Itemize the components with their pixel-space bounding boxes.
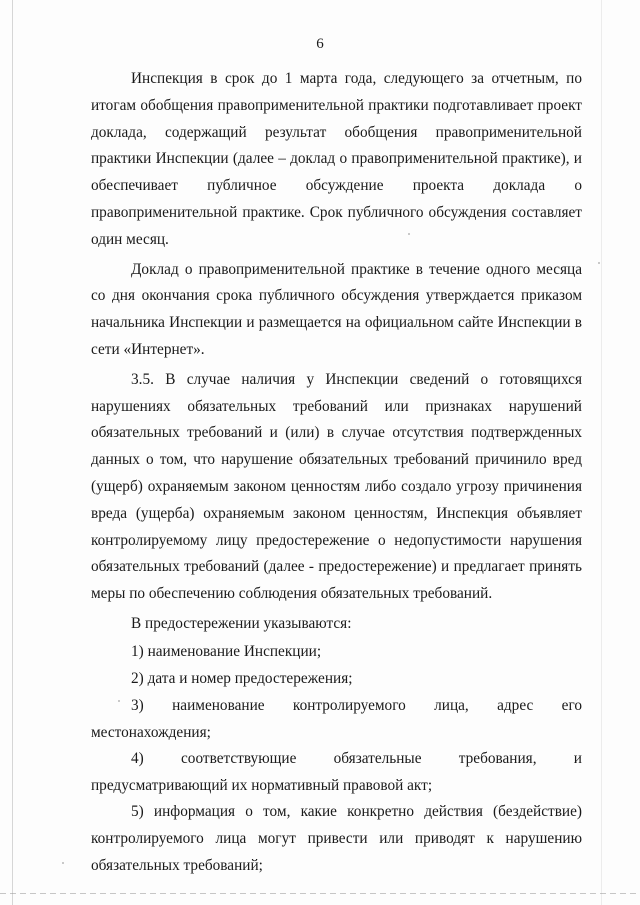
list-item: 2) дата и номер предостережения;: [131, 669, 353, 687]
paragraph-warning-intro: В предостережении указываются:: [131, 614, 352, 632]
document-body: [91, 66, 582, 880]
list-item: 1) наименование Инспекции;: [131, 642, 322, 660]
scan-artifact-dot: [408, 233, 410, 235]
list-item: 4) соответствующие обязательные требования, и предусматривающий их нормативный правовой акт;: [91, 749, 582, 794]
list-item: 5) информация о том, какие конкретно действия (бездействие) контролируемого лица могут привести или приводят к нарушению обязательных требований;: [91, 803, 582, 874]
scan-artifact-line: [0, 893, 640, 894]
paragraph-report-approval: Доклад о правоприменительной практике в течение одного месяца со дня окончания срока публичного обсуждения утверждается приказом начальника Инспекции и размещается на официальном сайте Инспекции в сети «Интернет».: [91, 260, 582, 358]
paragraph-section-3-5: 3.5. В случае наличия у Инспекции сведений о готовящихся нарушениях обязательных требований или признаках нарушений обязательных требований и (или) в случае отсутствия подтвержденных данных о том, что нарушение обязательных требований причинило вред (ущерб) охраняемым законом ценностям либо создало угрозу причинения вреда (ущерба) охраняемым законом ценностям, Инспекция объявляет контролируемому лицу предостережение о недопустимости нарушения обязательных требований (далее - предостережение) и предлагает принять меры по обеспечению соблюдения обязательных требований.: [91, 370, 582, 603]
page-number: 6: [316, 36, 324, 52]
scan-artifact-dot: [118, 700, 120, 702]
scan-edge-right: [601, 0, 602, 905]
scan-artifact-dot: [62, 862, 64, 864]
paragraph-report-preparation: Инспекция в срок до 1 марта года, следующего за отчетным, по итогам обобщения правоприменительной практики подготавливает проект доклада, содержащий результат обобщения правоприменительной практики Инспекции (далее – доклад о правоприменительной практике), и обеспечивает публичное обсуждение проекта доклада о правоприменительной практике. Срок публичного обсуждения составляет один месяц.: [91, 70, 582, 248]
scan-edge-left: [12, 0, 13, 905]
scan-artifact-dot: [598, 262, 600, 264]
list-item: 3) наименование контролируемого лица, адрес его местонахождения;: [91, 696, 582, 741]
